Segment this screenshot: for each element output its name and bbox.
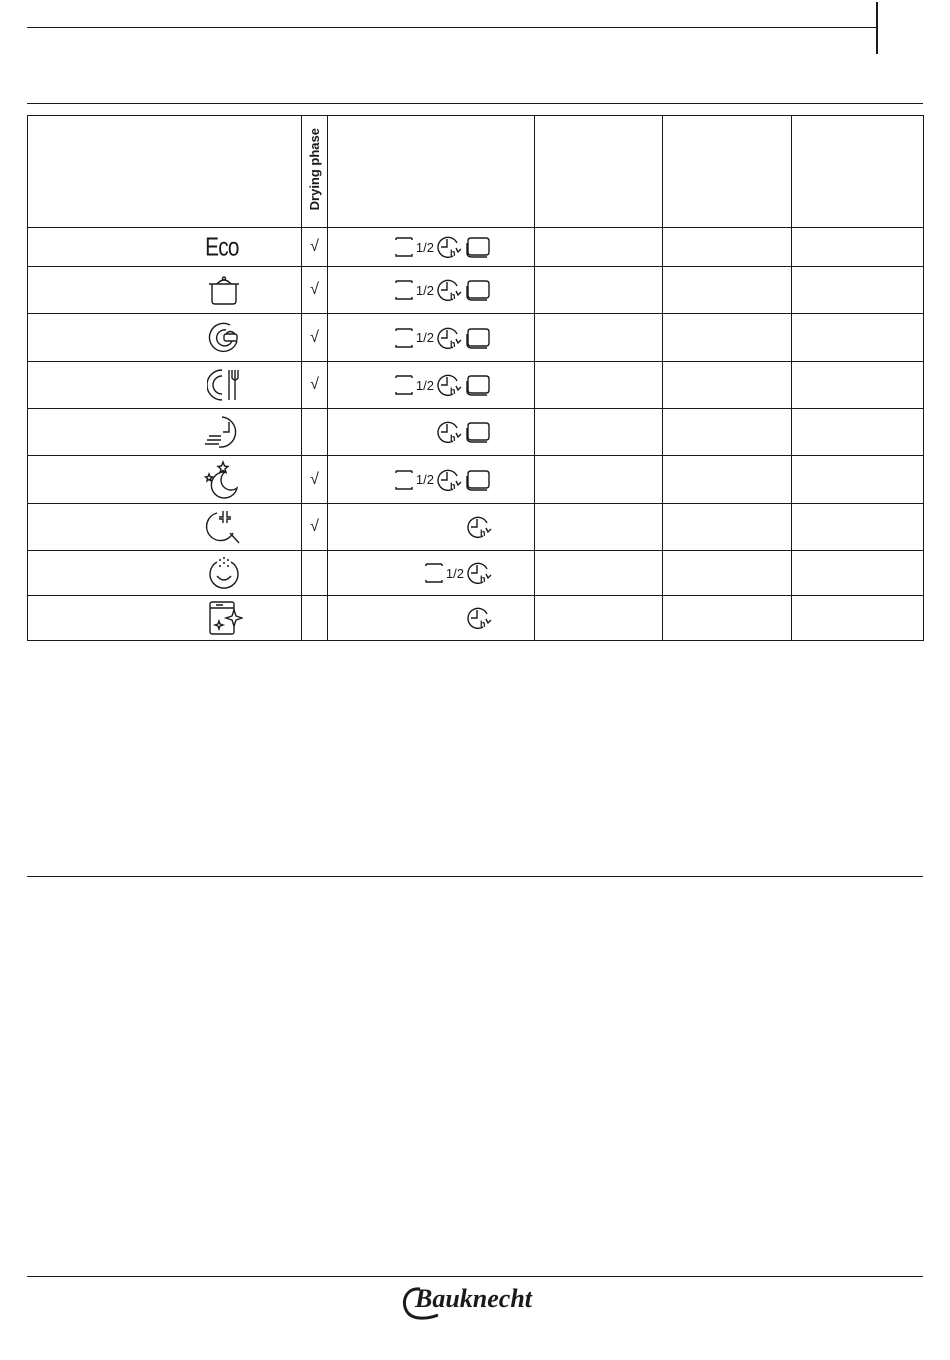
- empty-cell-col6: [792, 456, 924, 504]
- empty-cell-col6: [792, 409, 924, 456]
- table-row: [28, 596, 924, 641]
- table-row: [28, 228, 924, 267]
- empty-cell-col4: [535, 267, 663, 314]
- program-cell: [28, 456, 302, 504]
- header-col4: [535, 116, 663, 228]
- delay-icon: [436, 277, 462, 303]
- empty-cell-col5: [663, 551, 792, 596]
- table-row: [28, 267, 924, 314]
- empty-cell-col6: [792, 596, 924, 641]
- tablet-icon: [464, 278, 492, 302]
- delay-icon: [436, 467, 462, 493]
- options-cell: [328, 314, 535, 362]
- drying-phase-cell: [302, 362, 328, 409]
- delay-icon: [436, 234, 462, 260]
- table-row: [28, 551, 924, 596]
- header-options: [328, 116, 535, 228]
- tablet-icon: [464, 420, 492, 444]
- program-cell: [28, 314, 302, 362]
- half-load-icon: [394, 373, 434, 397]
- header-col6: [792, 116, 924, 228]
- svg-text:h: h: [450, 480, 456, 491]
- tablet-icon: [464, 326, 492, 350]
- delay-icon: [466, 514, 492, 540]
- options-cell: [328, 228, 535, 267]
- svg-text:h: h: [450, 291, 456, 301]
- tablet-icon: [464, 235, 492, 259]
- empty-cell-col4: [535, 362, 663, 409]
- footer-rule: [27, 1276, 923, 1277]
- options-cell: [328, 596, 535, 641]
- table-row: [28, 504, 924, 551]
- drying-phase-cell: [302, 456, 328, 504]
- empty-cell-col5: [663, 314, 792, 362]
- svg-text:h: h: [480, 528, 486, 538]
- drying-phase-cell: [302, 314, 328, 362]
- check-mark: √: [310, 470, 319, 488]
- empty-cell-col4: [535, 409, 663, 456]
- program-cell: [28, 228, 302, 267]
- empty-cell-col6: [792, 504, 924, 551]
- options-cell: [328, 409, 535, 456]
- svg-text:h: h: [450, 338, 456, 349]
- delay-icon: [436, 372, 462, 398]
- header-rule: [27, 27, 877, 28]
- half-load-icon: [424, 561, 464, 585]
- delay-icon: [466, 605, 492, 631]
- table-header-row: [28, 116, 924, 228]
- table-row: [28, 362, 924, 409]
- drying-phase-cell: [302, 551, 328, 596]
- options-cell: [328, 504, 535, 551]
- half-load-label: 1/2: [415, 282, 434, 298]
- delay-icon: [436, 325, 462, 351]
- empty-cell-col4: [535, 504, 663, 551]
- delay-icon: [436, 419, 462, 445]
- half-load-label: 1/2: [415, 472, 434, 487]
- header-program: [28, 116, 302, 228]
- table-row: [28, 456, 924, 504]
- empty-cell-col4: [535, 596, 663, 641]
- program-cell: [28, 504, 302, 551]
- daily-plate-cutlery-icon: [207, 366, 243, 404]
- section-rule-top: [27, 103, 923, 104]
- empty-cell-col6: [792, 228, 924, 267]
- drying-phase-cell: [302, 228, 328, 267]
- svg-text:h: h: [480, 619, 486, 629]
- options-cell: [328, 551, 535, 596]
- check-mark: √: [310, 518, 319, 535]
- empty-cell-col5: [663, 504, 792, 551]
- table-row: [28, 314, 924, 362]
- sensor-wash-icon: [205, 319, 243, 357]
- programs-table: [27, 115, 924, 641]
- rapid-search-icon: [205, 507, 243, 547]
- drying-phase-cell: [302, 409, 328, 456]
- options-cell: [328, 456, 535, 504]
- program-cell: [28, 596, 302, 641]
- half-load-icon: [394, 326, 434, 350]
- self-clean-icon: [207, 599, 243, 637]
- empty-cell-col6: [792, 362, 924, 409]
- program-cell: [28, 551, 302, 596]
- eco-text-icon: Eco: [205, 231, 239, 262]
- empty-cell-col4: [535, 551, 663, 596]
- empty-cell-col5: [663, 267, 792, 314]
- empty-cell-col4: [535, 314, 663, 362]
- delay-icon: [466, 560, 492, 586]
- empty-cell-col6: [792, 267, 924, 314]
- options-cell: [328, 267, 535, 314]
- empty-cell-col6: [792, 314, 924, 362]
- empty-cell-col5: [663, 362, 792, 409]
- header-col5: [663, 116, 792, 228]
- program-cell: [28, 267, 302, 314]
- empty-cell-col4: [535, 228, 663, 267]
- prewash-icon: [205, 554, 243, 592]
- drying-phase-cell: [302, 596, 328, 641]
- half-load-icon: [394, 235, 434, 259]
- half-load-label: 1/2: [415, 330, 434, 345]
- empty-cell-col5: [663, 596, 792, 641]
- half-load-icon: [394, 278, 434, 302]
- program-cell: [28, 409, 302, 456]
- half-load-label: 1/2: [415, 239, 434, 255]
- options-cell: [328, 362, 535, 409]
- check-mark: √: [310, 281, 319, 298]
- brand-logo: [398, 1283, 558, 1323]
- empty-cell-col5: [663, 456, 792, 504]
- check-mark: √: [310, 238, 319, 255]
- table-row: [28, 409, 924, 456]
- empty-cell-col4: [535, 456, 663, 504]
- drying-phase-cell: [302, 504, 328, 551]
- program-cell: [28, 362, 302, 409]
- drying-phase-label: Drying phase: [307, 127, 322, 211]
- tablet-icon: [464, 373, 492, 397]
- empty-cell-col6: [792, 551, 924, 596]
- header-drying-phase: [302, 116, 328, 228]
- svg-text:h: h: [450, 386, 456, 396]
- svg-text:h: h: [450, 248, 456, 258]
- empty-cell-col5: [663, 228, 792, 267]
- svg-text:h: h: [450, 433, 456, 443]
- svg-text:h: h: [480, 574, 486, 584]
- header-corner-mark: [876, 2, 878, 54]
- drying-phase-cell: [302, 267, 328, 314]
- half-load-label: 1/2: [445, 565, 464, 581]
- brand-name: Bauknecht: [415, 1284, 533, 1313]
- check-mark: √: [310, 328, 319, 346]
- pot-icon: [205, 274, 243, 306]
- check-mark: √: [310, 376, 319, 393]
- section-rule-bottom: [27, 876, 923, 877]
- empty-cell-col5: [663, 409, 792, 456]
- tablet-icon: [464, 468, 492, 492]
- night-moon-stars-icon: [203, 460, 243, 500]
- fast-wash-icon: [205, 414, 243, 450]
- half-load-icon: [394, 468, 434, 492]
- half-load-label: 1/2: [415, 377, 434, 393]
